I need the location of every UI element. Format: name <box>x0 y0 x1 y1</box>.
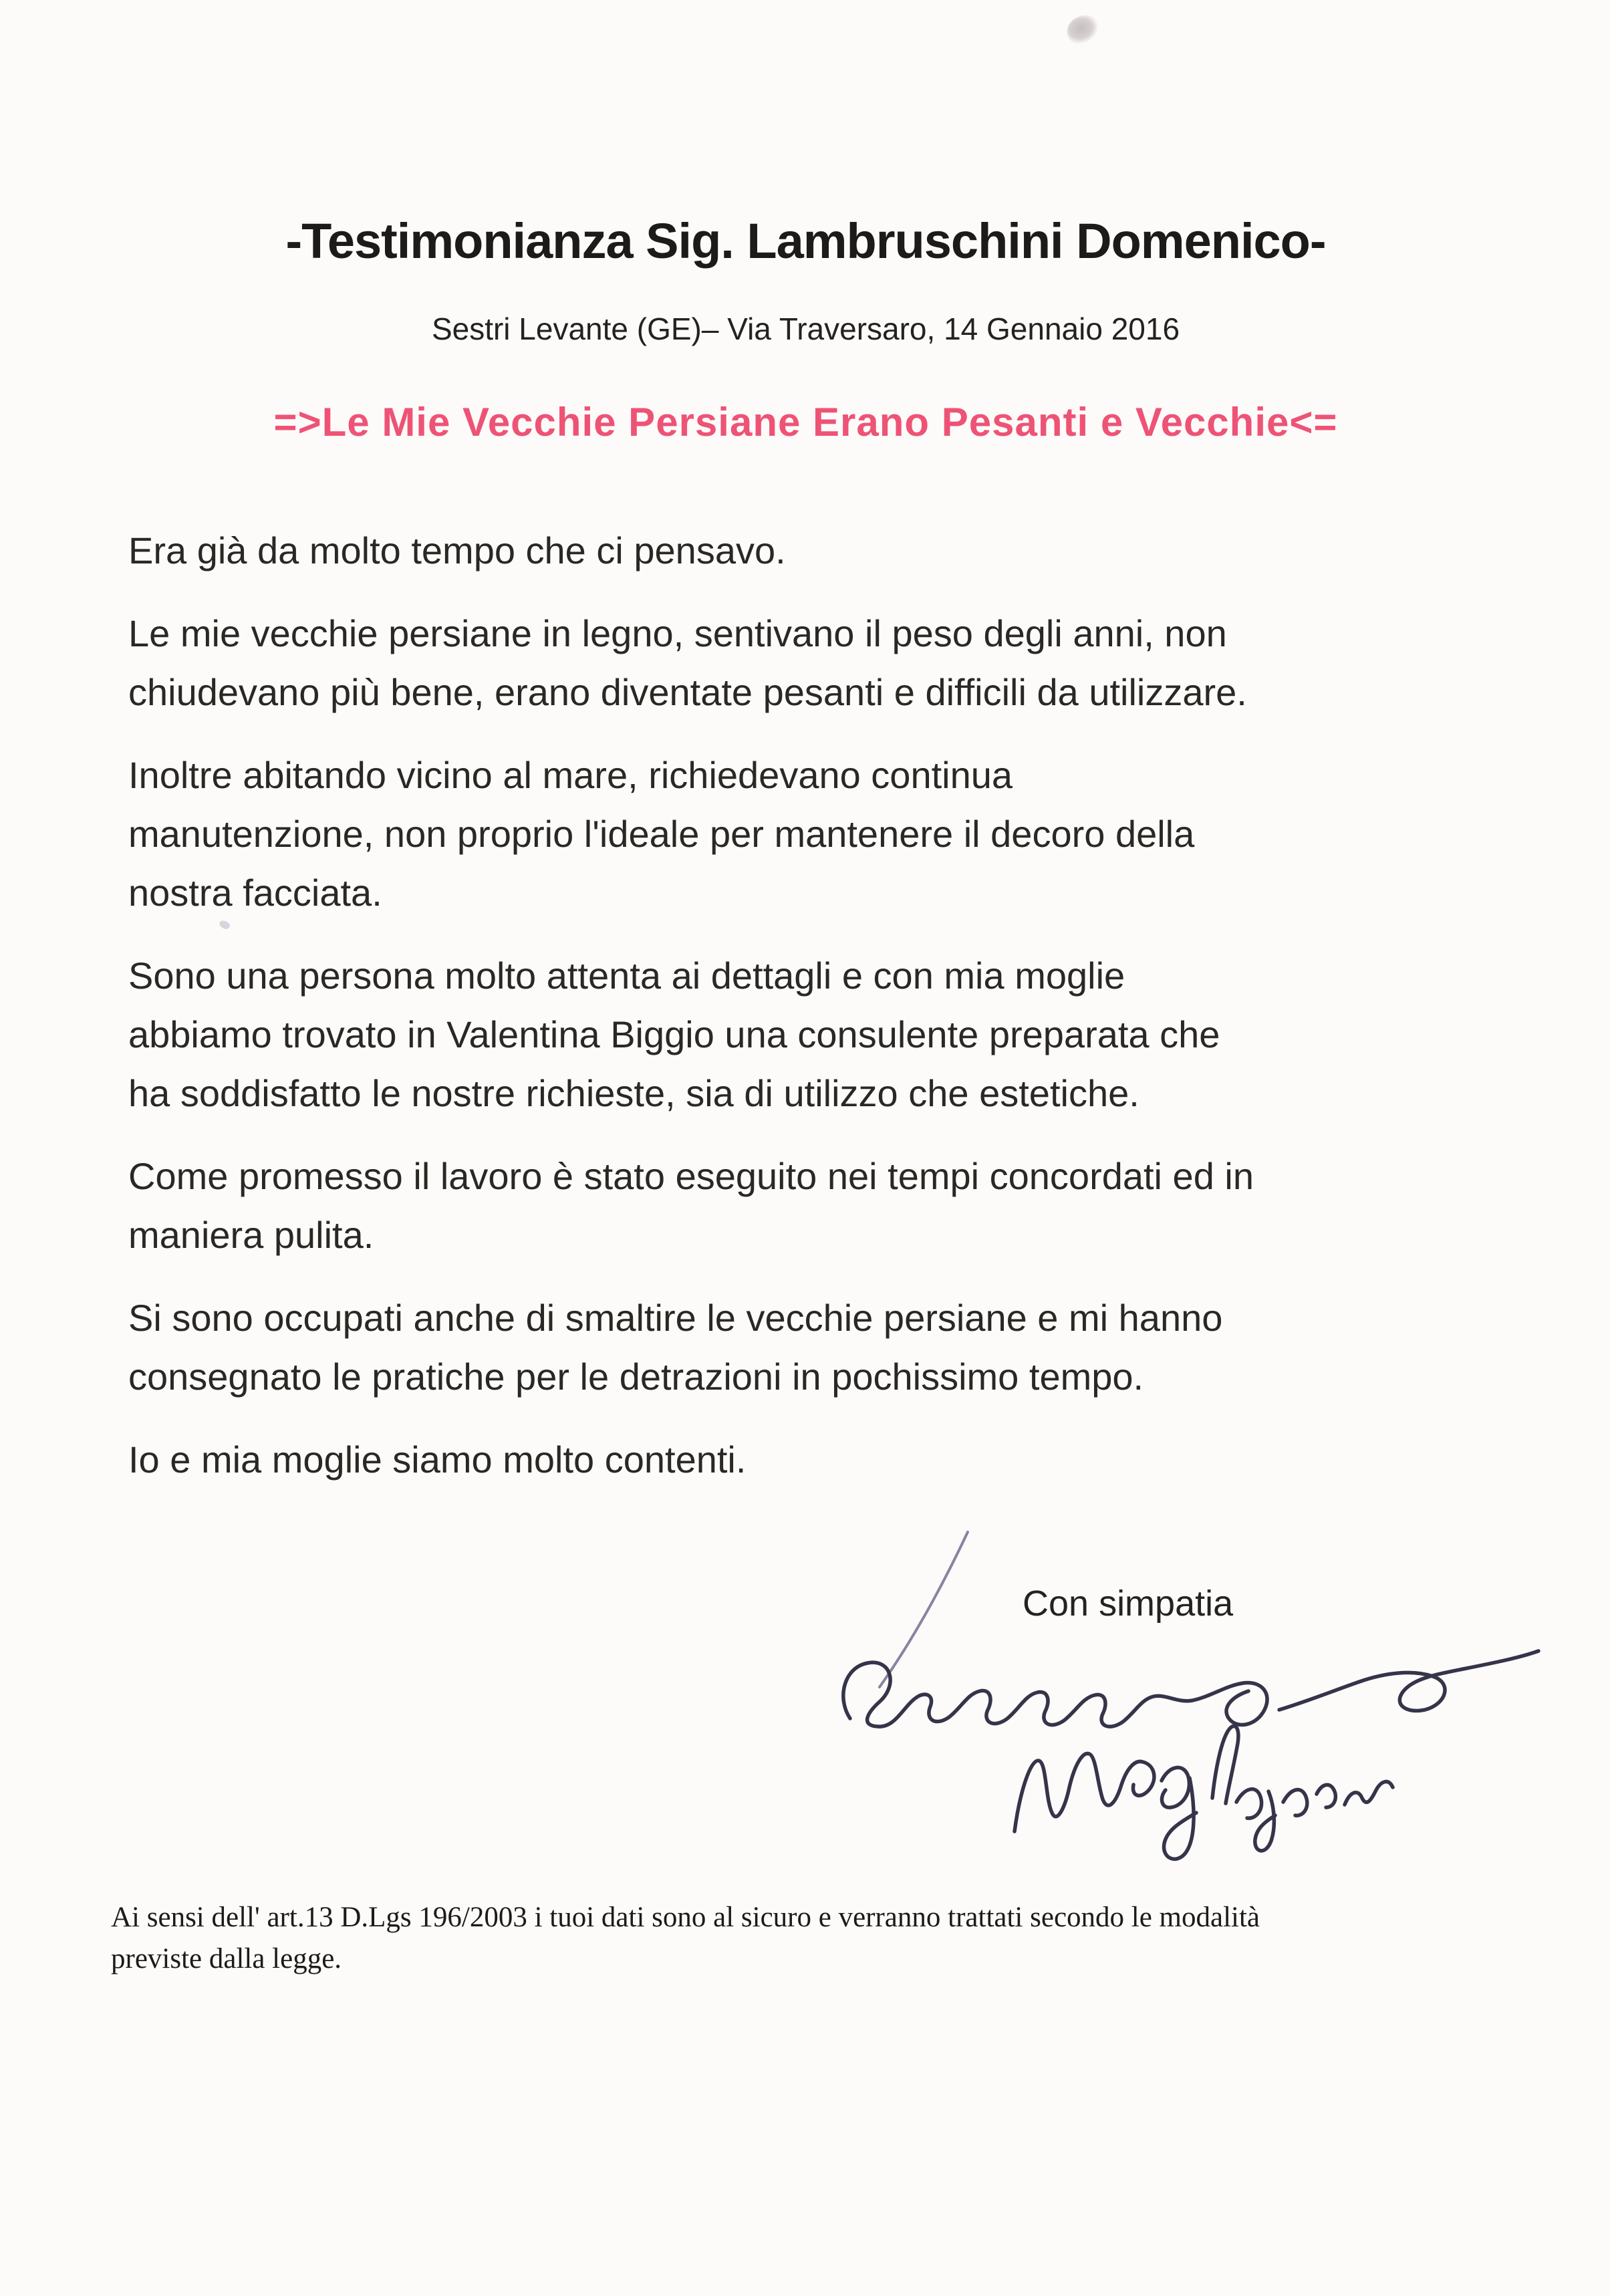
text-line: maniera pulita. <box>128 1214 374 1256</box>
text-line: Le mie vecchie persiane in legno, sentivano il peso degli anni, non <box>128 612 1227 654</box>
signature-stroke <box>843 1662 1267 1727</box>
body-paragraph <box>128 1430 1483 1489</box>
text-line: Come promesso il lavoro è stato eseguito nei tempi concordati ed in <box>128 1155 1254 1197</box>
text-line: Inoltre abitando vicino al mare, richiedevano continua <box>128 754 1013 796</box>
text-line: chiudevano più bene, erano diventate pesanti e difficili da utilizzare. <box>128 671 1247 713</box>
signature-stroke <box>1345 1781 1393 1805</box>
text-line: Ai sensi dell' art.13 D.Lgs 196/2003 i tuoi dati sono al sicuro e verranno trattati secondo le modalità <box>111 1902 1260 1933</box>
signature-stroke <box>1164 1778 1196 1859</box>
signature-stroke <box>1283 1790 1307 1816</box>
signature-stroke <box>1279 1651 1538 1710</box>
text-line: abbiamo trovato in Valentina Biggio una consulente preparata che <box>128 1013 1220 1055</box>
handwritten-signature <box>762 1507 1604 1888</box>
body-paragraph <box>128 746 1483 922</box>
text-line: ha soddisfatto le nostre richieste, sia di utilizzo che estetiche. <box>128 1072 1139 1114</box>
signature-stroke <box>1317 1785 1335 1807</box>
body-paragraph <box>128 1147 1483 1265</box>
letter-subtitle: Sestri Levante (GE)– Via Traversaro, 14 Gennaio 2016 <box>431 311 1180 346</box>
text-line: consegnato le pratiche per le detrazioni in pochissimo tempo. <box>128 1356 1144 1398</box>
closing-salutation: Con simpatia <box>1023 1583 1234 1624</box>
signature-ink-svg <box>762 1507 1604 1888</box>
signature-stroke <box>1015 1753 1154 1831</box>
text-line: manutenzione, non proprio l'ideale per mantenere il decoro della <box>128 813 1195 855</box>
privacy-notice <box>111 1897 1508 1980</box>
signature-stroke <box>880 1532 968 1687</box>
body-paragraph <box>128 1289 1483 1406</box>
letter-title: -Testimonianza Sig. Lambruschini Domenico- <box>285 213 1326 269</box>
signature-stroke <box>1162 1767 1189 1807</box>
letter-headline: =>Le Mie Vecchie Persiane Erano Pesanti e Vecchie<= <box>273 400 1338 444</box>
text-line: Io e mia moglie siamo molto contenti. <box>128 1438 747 1481</box>
text-line: Si sono occupati anche di smaltire le vecchie persiane e mi hanno <box>128 1297 1223 1339</box>
text-line: Sono una persona molto attenta ai dettagli e con mia moglie <box>128 954 1125 997</box>
letter-body <box>128 521 1483 1489</box>
text-line: nostra facciata. <box>128 872 382 914</box>
signature-stroke <box>1255 1791 1275 1851</box>
body-paragraph <box>128 946 1483 1123</box>
text-line: previste dalla legge. <box>111 1943 342 1974</box>
signature-stroke <box>1212 1726 1238 1803</box>
signature-stroke <box>1236 1789 1262 1819</box>
body-paragraph <box>128 604 1483 722</box>
body-paragraph <box>128 521 1483 580</box>
text-line: Era già da molto tempo che ci pensavo. <box>128 529 786 571</box>
